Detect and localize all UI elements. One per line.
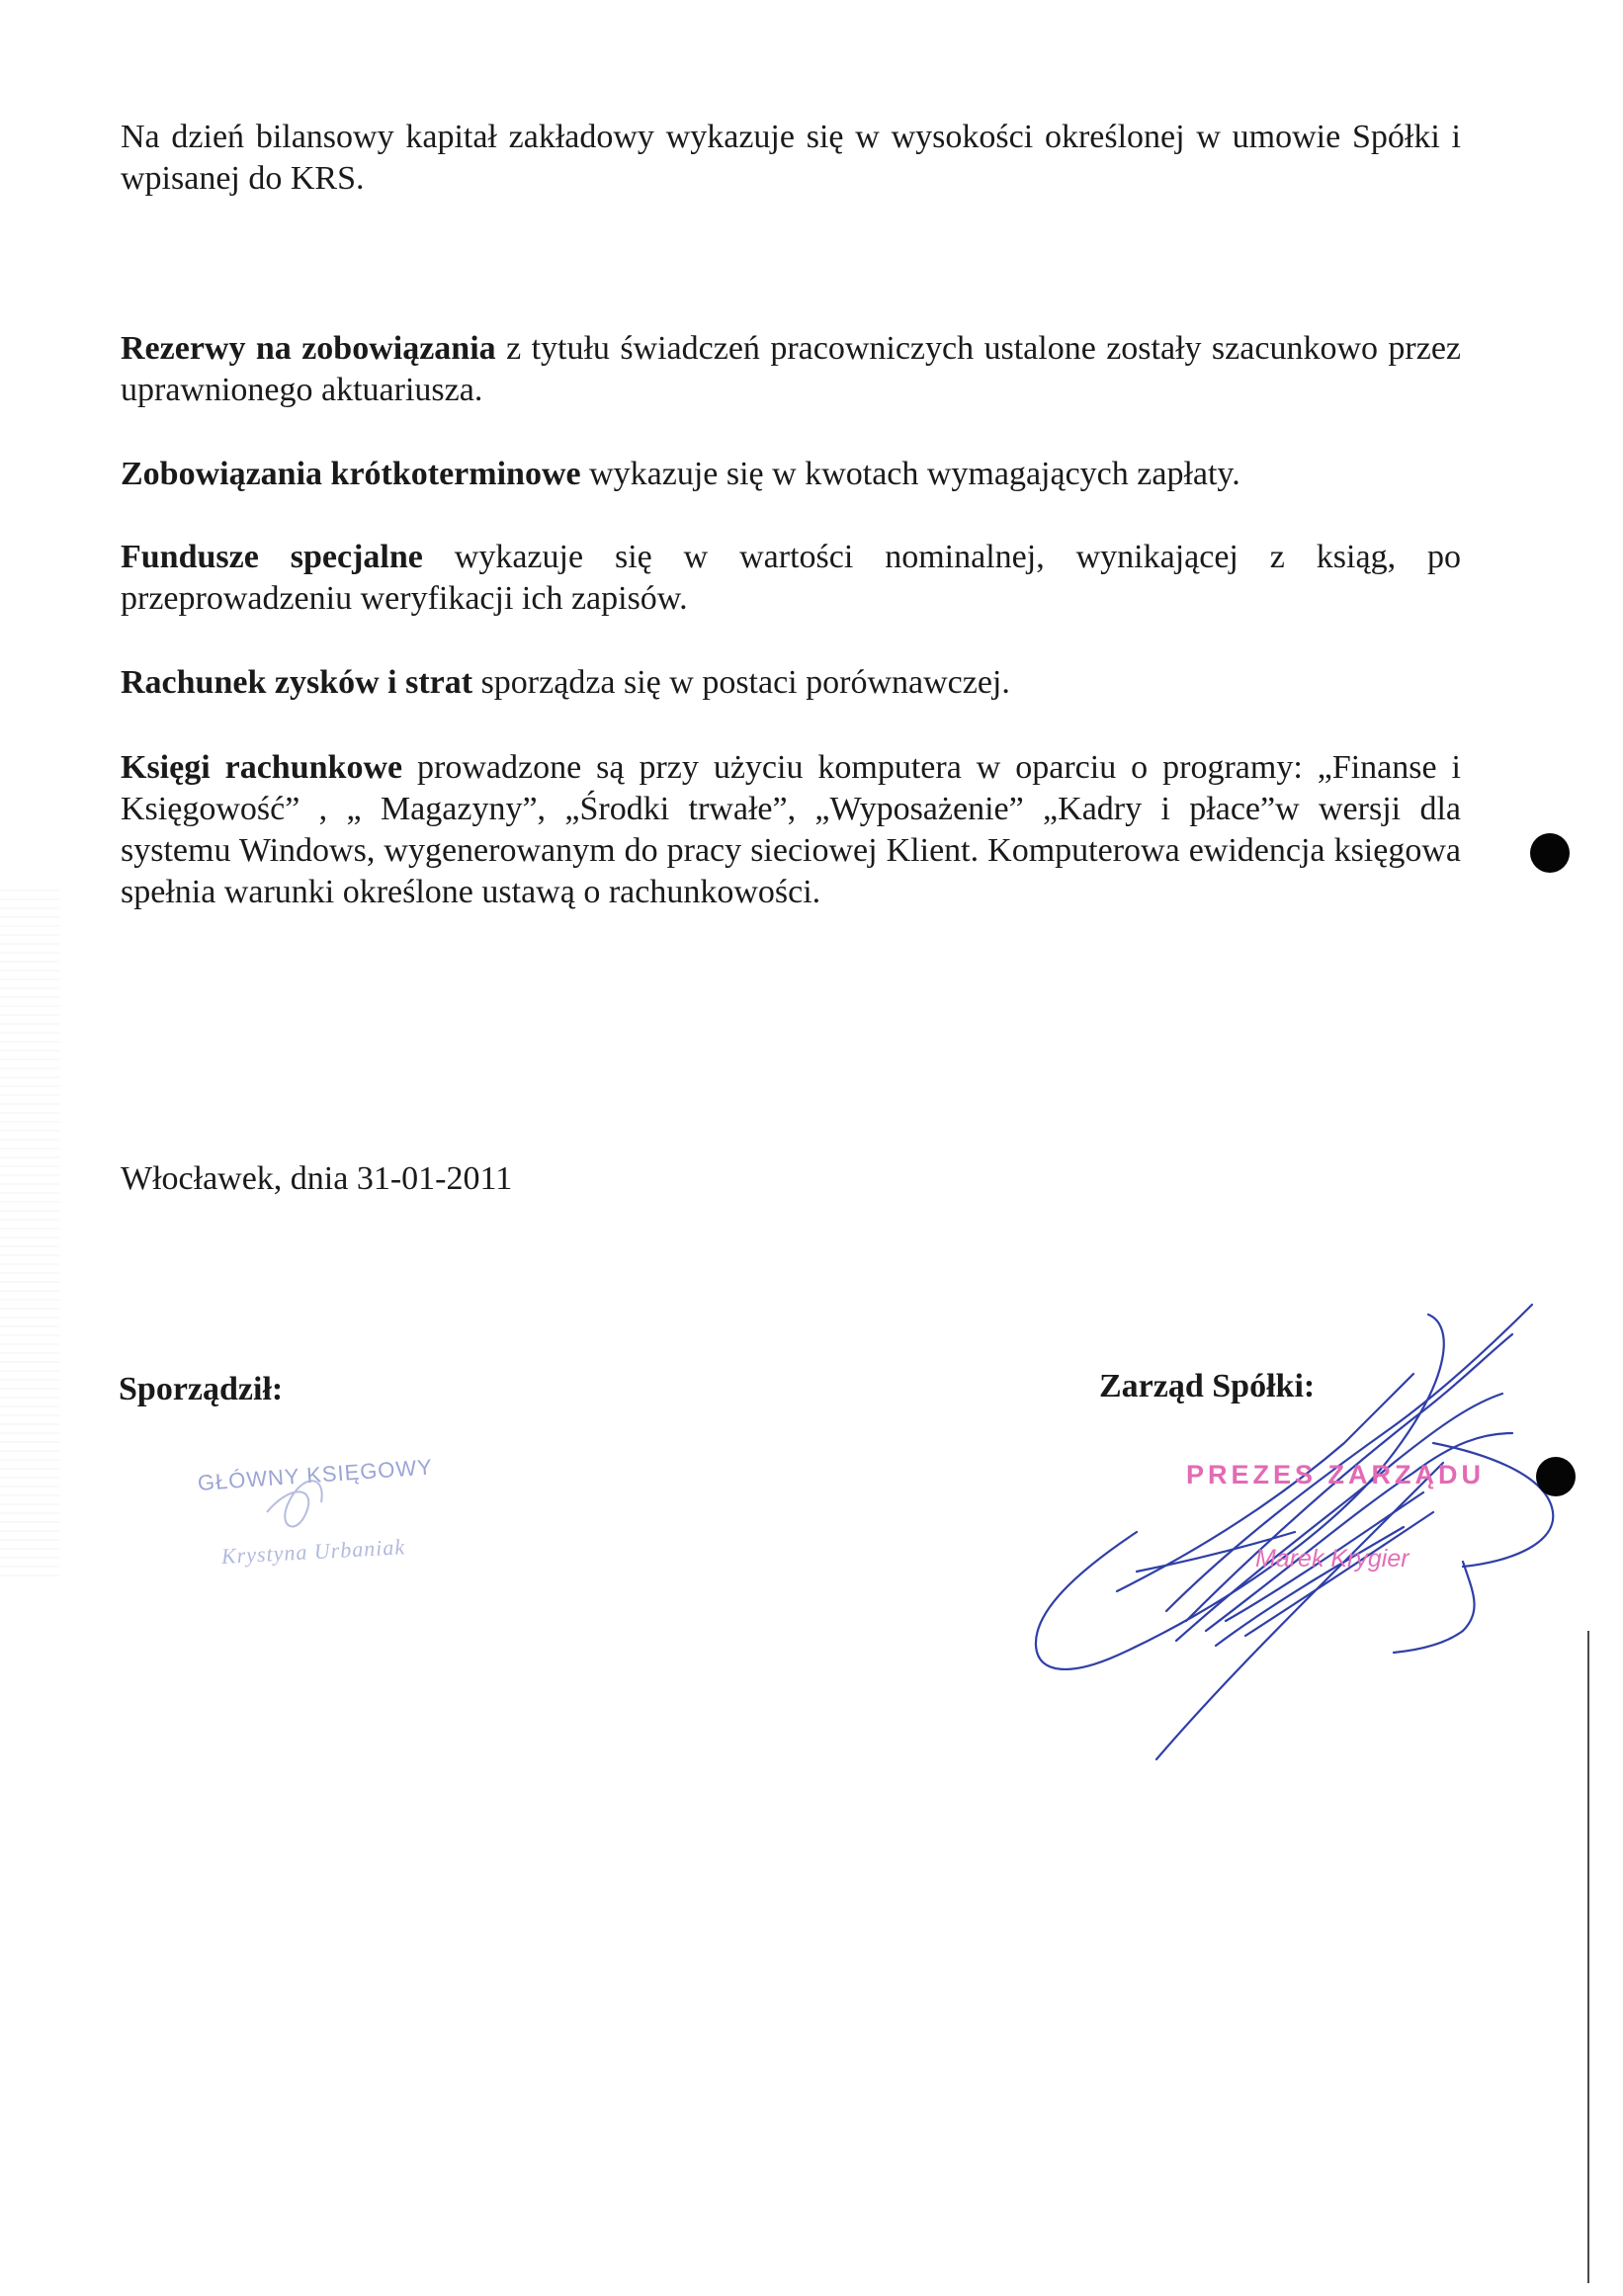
paragraph-text: wykazuje się w kwotach wymagających zapłaty. [580, 456, 1240, 492]
punch-hole [1536, 1457, 1576, 1496]
paragraph-text: wykazuje się w wartości nominalnej, wynikającej z ksiąg, po przeprowadzeniu weryfikacji ich zapisów. [121, 539, 1461, 617]
page-edge-line [1587, 1631, 1589, 2283]
paragraph-text: Na dzień bilansowy kapitał zakładowy wykazuje się w wysokości określonej w umowie Spółki i wpisanej do KRS. [121, 119, 1461, 197]
stamp-title: PREZES ZARZĄDU [1186, 1460, 1486, 1489]
paragraph-heading: Rachunek zysków i strat [121, 664, 473, 701]
paragraph-heading: Zobowiązania krótkoterminowe [121, 456, 581, 492]
paragraph-heading: Fundusze specjalne [121, 539, 423, 575]
stamp-name: Marek Krygier [1255, 1545, 1409, 1573]
paragraph-heading: Rezerwy na zobowiązania [121, 330, 496, 367]
stamp-title: GŁÓWNY KSIĘGOWY [197, 1454, 434, 1495]
paragraph-text: z tytułu świadczeń pracowniczych ustalone zostały szacunkowo przez uprawnionego aktuariusza. [121, 330, 1461, 408]
paragraph-accounting-books [121, 747, 1461, 913]
paragraph-text: prowadzone są przy użyciu komputera w oparciu o programy: „Finanse i Księgowość” , „ Magazyny”, „Środki trwałe”, „Wyposażenie” „Kadry i płace”w wersji dla systemu Windows, wygenerowanym do pracy sieciowej Klient. Komputerowa ewidencja księgowa spełnia warunki określone ustawą o rachunkowości. [121, 749, 1461, 910]
paragraph-heading: Księgi rachunkowe [121, 749, 403, 786]
president-stamp [1176, 1448, 1552, 1596]
board-label: Zarząd Spółki: [1099, 1368, 1316, 1404]
paragraph-reserves [121, 328, 1461, 411]
paragraph-special-funds [121, 537, 1461, 620]
scan-speckle [0, 890, 59, 1581]
punch-hole [1530, 833, 1570, 873]
place-and-date: Włocławek, dnia 31-01-2011 [121, 1160, 513, 1197]
paragraph-share-capital [121, 117, 1461, 200]
initials-signature [198, 1453, 494, 1611]
stamp-name: Krystyna Urbaniak [220, 1534, 406, 1569]
prepared-by-label: Sporządził: [119, 1371, 284, 1407]
paragraph-profit-loss [121, 662, 1461, 704]
paragraph-short-term-liabilities [121, 454, 1461, 495]
chief-accountant-stamp [198, 1453, 494, 1611]
paragraph-text: sporządza się w postaci porównawczej. [472, 664, 1010, 701]
